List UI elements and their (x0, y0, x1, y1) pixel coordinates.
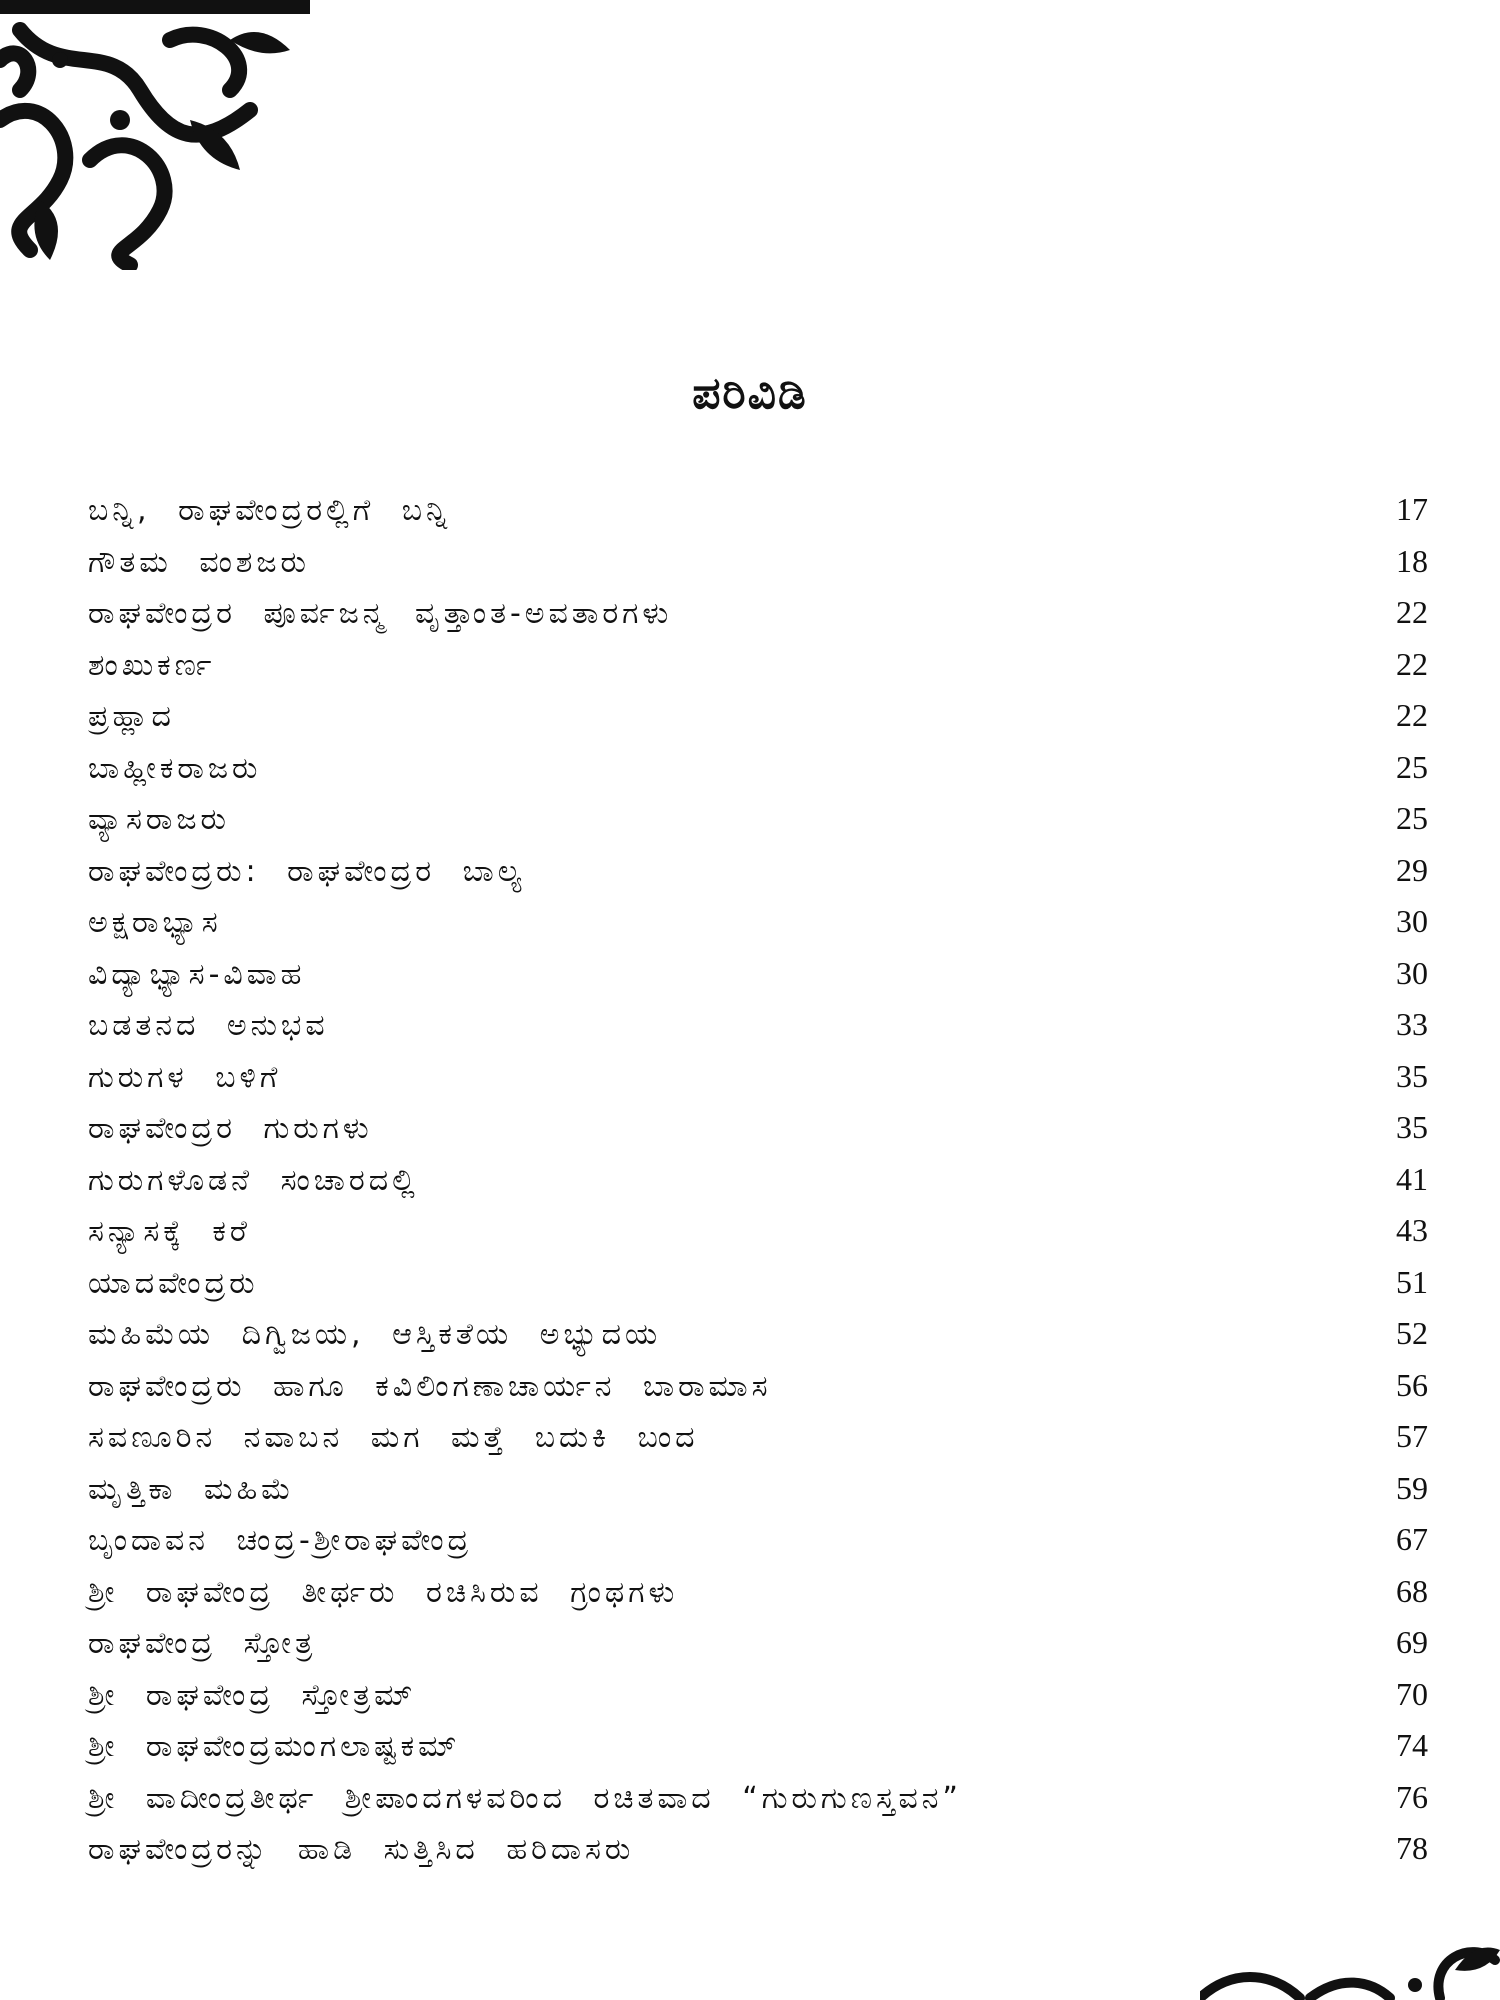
toc-entry[interactable] (88, 896, 1428, 948)
toc-entry-title: ಮೃತ್ತಿಕಾ ಮಹಿಮೆ (88, 1471, 295, 1507)
toc-entry-page: 17 (1396, 491, 1428, 527)
toc-entry-page: 25 (1396, 748, 1428, 785)
toc-entry-title: ವಿದ್ಯಾಭ್ಯಾಸ-ವಿವಾಹ (88, 956, 306, 992)
toc-entry-page: 74 (1396, 1727, 1428, 1763)
toc-entry-title: ಬಡತನದ ಅನುಭವ (88, 1008, 329, 1043)
toc-entry-title: ಶ್ರೀ ರಾಘವೇಂದ್ರಮಂಗಲಾಷ್ಟಕಮ್ (88, 1729, 461, 1764)
toc-entry[interactable] (88, 690, 1428, 742)
toc-entry[interactable] (88, 1772, 1428, 1824)
toc-entry-page: 43 (1396, 1212, 1428, 1248)
toc-entry-title: ಗೌತಮ ವಂಶಜರು (88, 544, 310, 580)
toc-entry-title: ಬನ್ನಿ, ರಾಘವೇಂದ್ರರಲ್ಲಿಗೆ ಬನ್ನಿ (88, 493, 451, 528)
toc-entry-page: 57 (1396, 1418, 1428, 1454)
toc-entry-title: ಪ್ರಹ್ಲಾದ (88, 699, 175, 734)
toc-entry[interactable] (88, 1257, 1428, 1309)
toc-entry-page: 59 (1396, 1469, 1428, 1506)
toc-entry-title: ಸನ್ಯಾಸಕ್ಕೆ ಕರೆ (88, 1214, 251, 1249)
toc-entry[interactable] (88, 948, 1428, 1000)
toc-entry[interactable] (88, 1720, 1428, 1772)
toc-entry-page: 67 (1396, 1521, 1428, 1557)
toc-entry[interactable] (88, 1669, 1428, 1721)
toc-entry-page: 33 (1396, 1006, 1428, 1042)
toc-entry-title: ರಾಘವೇಂದ್ರರು ಹಾಗೂ ಕವಿಲಿಂಗಣಾಚಾರ್ಯನ ಬಾರಾಮಾಸ (88, 1368, 772, 1404)
toc-entry-title: ರಾಘವೇಂದ್ರ ಸ್ತೋತ್ರ (88, 1626, 317, 1661)
toc-entry[interactable] (88, 1617, 1428, 1669)
corner-ornament-bottom-right (1200, 1930, 1500, 2000)
toc-entry-page: 30 (1396, 954, 1428, 991)
toc-entry-title: ವ್ಯಾಸರಾಜರು (88, 802, 230, 837)
toc-entry[interactable] (88, 793, 1428, 845)
toc-entry-page: 22 (1396, 645, 1428, 682)
toc-entry[interactable] (88, 1051, 1428, 1103)
toc-entry-page: 51 (1396, 1263, 1428, 1300)
page-title: ಪರಿವಿಡಿ (692, 368, 808, 419)
toc-entry-title: ರಾಘವೇಂದ್ರರ ಗುರುಗಳು (88, 1111, 373, 1146)
toc-entry-page: 52 (1396, 1315, 1428, 1351)
toc-entry[interactable] (88, 1308, 1428, 1360)
toc-entry-title: ಮಹಿಮೆಯ ದಿಗ್ವಿಜಯ, ಆಸ್ತಿಕತೆಯ ಅಭ್ಯುದಯ (88, 1317, 662, 1352)
toc-entry[interactable] (88, 1154, 1428, 1206)
toc-entry-page: 35 (1396, 1057, 1428, 1094)
toc-entry[interactable] (88, 845, 1428, 897)
toc-entry-page: 18 (1396, 542, 1428, 579)
toc-entry-title: ಬೃಂದಾವನ ಚಂದ್ರ-ಶ್ರೀರಾಘವೇಂದ್ರ (88, 1523, 473, 1558)
toc-entry[interactable] (88, 1566, 1428, 1618)
toc-entry-page: 29 (1396, 851, 1428, 888)
toc-entry-page: 35 (1396, 1109, 1428, 1145)
toc-entry-page: 41 (1396, 1160, 1428, 1197)
toc-entry[interactable] (88, 1102, 1428, 1154)
toc-entry-title: ಬಾಹ್ಲೀಕರಾಜರು (88, 750, 262, 786)
toc-entry-page: 56 (1396, 1366, 1428, 1403)
toc-entry-title: ರಾಘವೇಂದ್ರರನ್ನು ಹಾಡಿ ಸುತ್ತಿಸಿದ ಹರಿದಾಸರು (88, 1832, 635, 1867)
toc-entry-page: 30 (1396, 903, 1428, 939)
toc-entry-title: ಶ್ರೀ ರಾಘವೇಂದ್ರ ತೀರ್ಥರು ರಚಿಸಿರುವ ಗ್ರಂಥಗಳು (88, 1574, 679, 1610)
toc-entry-page: 76 (1396, 1778, 1428, 1815)
toc-entry-page: 70 (1396, 1675, 1428, 1712)
toc-entry-title: ಯಾದವೇಂದ್ರರು (88, 1265, 259, 1301)
toc-entry[interactable] (88, 587, 1428, 639)
corner-ornament-top-left (0, 0, 310, 270)
toc-entry[interactable] (88, 1360, 1428, 1412)
table-of-contents (88, 484, 1428, 1875)
toc-entry-title: ಶ್ರೀ ವಾದೀಂದ್ರತೀರ್ಥ ಶ್ರೀಪಾಂದಗಳವರಿಂದ ರಚಿತವಾದ “ಗುರುಗುಣಸ್ತವನ” (88, 1780, 962, 1816)
toc-entry-title: ಶಂಖುಕರ್ಣ (88, 647, 216, 683)
toc-entry[interactable] (88, 639, 1428, 691)
toc-entry[interactable] (88, 1514, 1428, 1566)
toc-entry[interactable] (88, 1411, 1428, 1463)
toc-entry-title: ರಾಘವೇಂದ್ರರು: ರಾಘವೇಂದ್ರರ ಬಾಲ್ಯ (88, 853, 526, 889)
toc-entry-page: 68 (1396, 1572, 1428, 1609)
toc-entry-title: ಶ್ರೀ ರಾಘವೇಂದ್ರ ಸ್ತೋತ್ರಮ್ (88, 1677, 417, 1713)
toc-entry-title: ಗುರುಗಳೊಡನೆ ಸಂಚಾರದಲ್ಲಿ (88, 1162, 419, 1198)
toc-entry[interactable] (88, 742, 1428, 794)
toc-entry-page: 69 (1396, 1624, 1428, 1660)
toc-entry-page: 22 (1396, 697, 1428, 733)
toc-entry-page: 25 (1396, 800, 1428, 836)
toc-entry-title: ಅಕ್ಷರಾಭ್ಯಾಸ (88, 905, 222, 940)
toc-entry-title: ರಾಘವೇಂದ್ರರ ಪೂರ್ವಜನ್ಮ ವೃತ್ತಾಂತ-ಅವತಾರಗಳು (88, 596, 673, 631)
toc-entry[interactable] (88, 1823, 1428, 1875)
toc-entry[interactable] (88, 536, 1428, 588)
toc-entry[interactable] (88, 1205, 1428, 1257)
toc-entry-page: 22 (1396, 594, 1428, 630)
toc-entry[interactable] (88, 999, 1428, 1051)
toc-entry-title: ಸವಣೂರಿನ ನವಾಬನ ಮಗ ಮತ್ತೆ ಬದುಕಿ ಬಂದ (88, 1420, 699, 1455)
toc-entry-page: 78 (1396, 1830, 1428, 1866)
toc-entry[interactable] (88, 1463, 1428, 1515)
toc-entry-title: ಗುರುಗಳ ಬಳಿಗೆ (88, 1059, 282, 1095)
toc-entry[interactable] (88, 484, 1428, 536)
